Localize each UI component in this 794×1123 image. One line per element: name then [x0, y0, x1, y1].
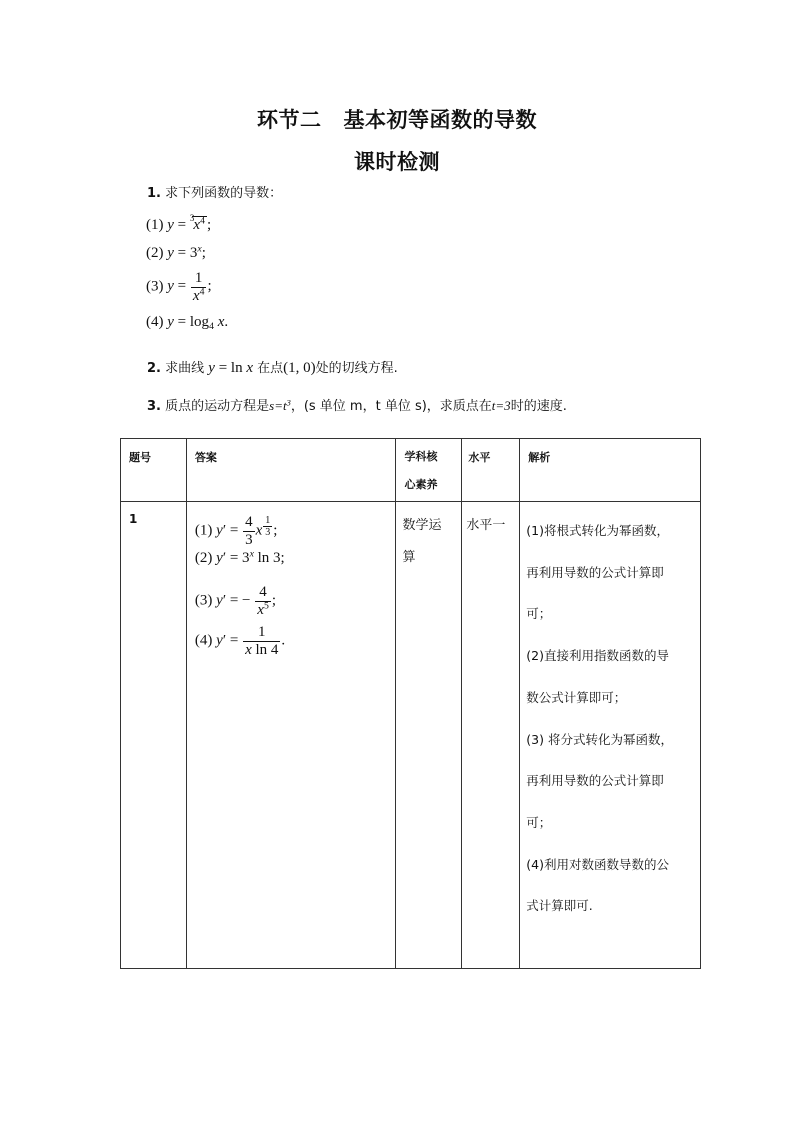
- question-3-t-value: t=3: [491, 398, 511, 413]
- row-num-cell: [121, 502, 187, 969]
- analysis-line: 式计算即可.: [526, 898, 593, 914]
- page-subtitle: 课时检测: [354, 150, 440, 174]
- header-level-cell: [462, 439, 520, 502]
- q1-item-label: (4): [146, 314, 164, 330]
- header-num: 题号: [129, 451, 151, 464]
- analysis-line: 再利用导数的公式计算即: [526, 773, 664, 789]
- q1-item-4: [146, 314, 228, 331]
- header-analysis-cell: [520, 439, 701, 502]
- row-level-cell: [462, 502, 520, 969]
- table-row: [121, 502, 701, 969]
- row-literacy-line-1: 数学运: [402, 518, 442, 533]
- header-analysis: 解析: [528, 451, 551, 464]
- q1-item-label: (3): [146, 278, 164, 295]
- question-3-text-b: ，(s 单位 m，t 单位 s)，求质点在: [290, 399, 492, 414]
- analysis-line: 可；: [526, 606, 552, 622]
- question-2-prefix: 求曲线: [165, 361, 205, 376]
- q1-item-label: (2): [146, 245, 164, 261]
- q1-item-expr: $y = \log_4 x$.: [167, 314, 229, 332]
- question-3-number: 3.: [147, 399, 161, 414]
- header-literacy: [396, 439, 461, 493]
- q1-item-1: [146, 213, 211, 234]
- row-answer-cell: [186, 502, 396, 969]
- row-answers: [187, 502, 396, 664]
- question-2-suffix: 处的切线方程.: [315, 361, 398, 376]
- table-header-row: [121, 439, 701, 502]
- header-num-cell: [121, 439, 187, 502]
- q1-item-label: (1): [146, 217, 164, 234]
- title-part-2: 基本初等函数的导数: [343, 108, 537, 132]
- answer-table: [120, 438, 701, 969]
- analysis-line: 再利用导数的公式计算即: [526, 564, 664, 580]
- row-analysis-cell: [520, 502, 701, 969]
- header-answer-cell: [186, 439, 396, 502]
- question-3-text-c: 时的速度.: [510, 399, 567, 414]
- question-3: [147, 395, 567, 414]
- analysis-line: 可；: [526, 814, 552, 830]
- header-literacy-cell: [396, 439, 462, 502]
- q1-item-expr: $y = ^3x^4$ ;: [167, 213, 212, 234]
- header-literacy-line-2: 心素养: [404, 478, 438, 491]
- answer-item-4: (4) y′ = $\frac{1}{\text{x ln 4}}$ .: [194, 624, 286, 658]
- header-literacy-line-1: 学科核: [404, 450, 438, 463]
- q1-item-expr: y = $\frac{1}{x^4}$ ;: [167, 270, 212, 304]
- q1-item-2: [146, 245, 206, 262]
- row-literacy-cell: [396, 502, 462, 969]
- analysis-line: (3) 将分式转化为幂函数，: [526, 731, 673, 747]
- answer-item-1: (1) y′ = $\frac{4}{3}$ x $^{\frac{1}{3}}$ ;: [194, 514, 278, 548]
- title-part-1: 环节二: [257, 108, 322, 132]
- row-literacy-line-2: 算: [402, 550, 416, 565]
- question-1: [147, 182, 282, 201]
- q1-item-expr: $y = 3^x$;: [167, 243, 206, 261]
- question-2: [147, 357, 398, 377]
- answer-label: (4): [194, 632, 213, 649]
- row-analysis: [520, 502, 700, 927]
- analysis-line: (1)将根式转化为幂函数，: [526, 523, 669, 538]
- question-2-mid: 在点: [257, 361, 284, 376]
- analysis-line: 数公式计算即可；: [526, 689, 627, 705]
- question-1-number: 1.: [147, 186, 161, 201]
- answer-label: (3): [194, 592, 213, 609]
- q1-item-3: [146, 270, 212, 304]
- row-num: 1: [129, 512, 138, 526]
- analysis-line: (4)利用对数函数导数的公: [526, 856, 669, 872]
- question-3-text-a: 质点的运动方程是: [165, 399, 270, 414]
- header-level: 水平: [468, 451, 491, 464]
- page-title: [0, 104, 794, 134]
- header-answer: 答案: [194, 451, 217, 464]
- answer-item-3: (3) y′ = − $\frac{4}{x^5}$ ;: [194, 584, 276, 618]
- question-2-number: 2.: [147, 361, 161, 376]
- answer-label: (2): [194, 550, 213, 566]
- question-2-point: (1, 0): [283, 360, 316, 376]
- answer-item-2: (2) $y' = 3^x$ ln 3;: [194, 548, 285, 566]
- answer-label: (1): [194, 522, 213, 539]
- row-level: 水平一: [466, 518, 506, 533]
- row-literacy: [396, 502, 461, 574]
- analysis-line: (2)直接利用指数函数的导: [526, 648, 669, 664]
- question-1-text: 求下列函数的导数：: [165, 186, 283, 201]
- question-2-expr: y = ln x: [208, 360, 254, 376]
- question-3-equation: $s=t^3$: [269, 397, 291, 413]
